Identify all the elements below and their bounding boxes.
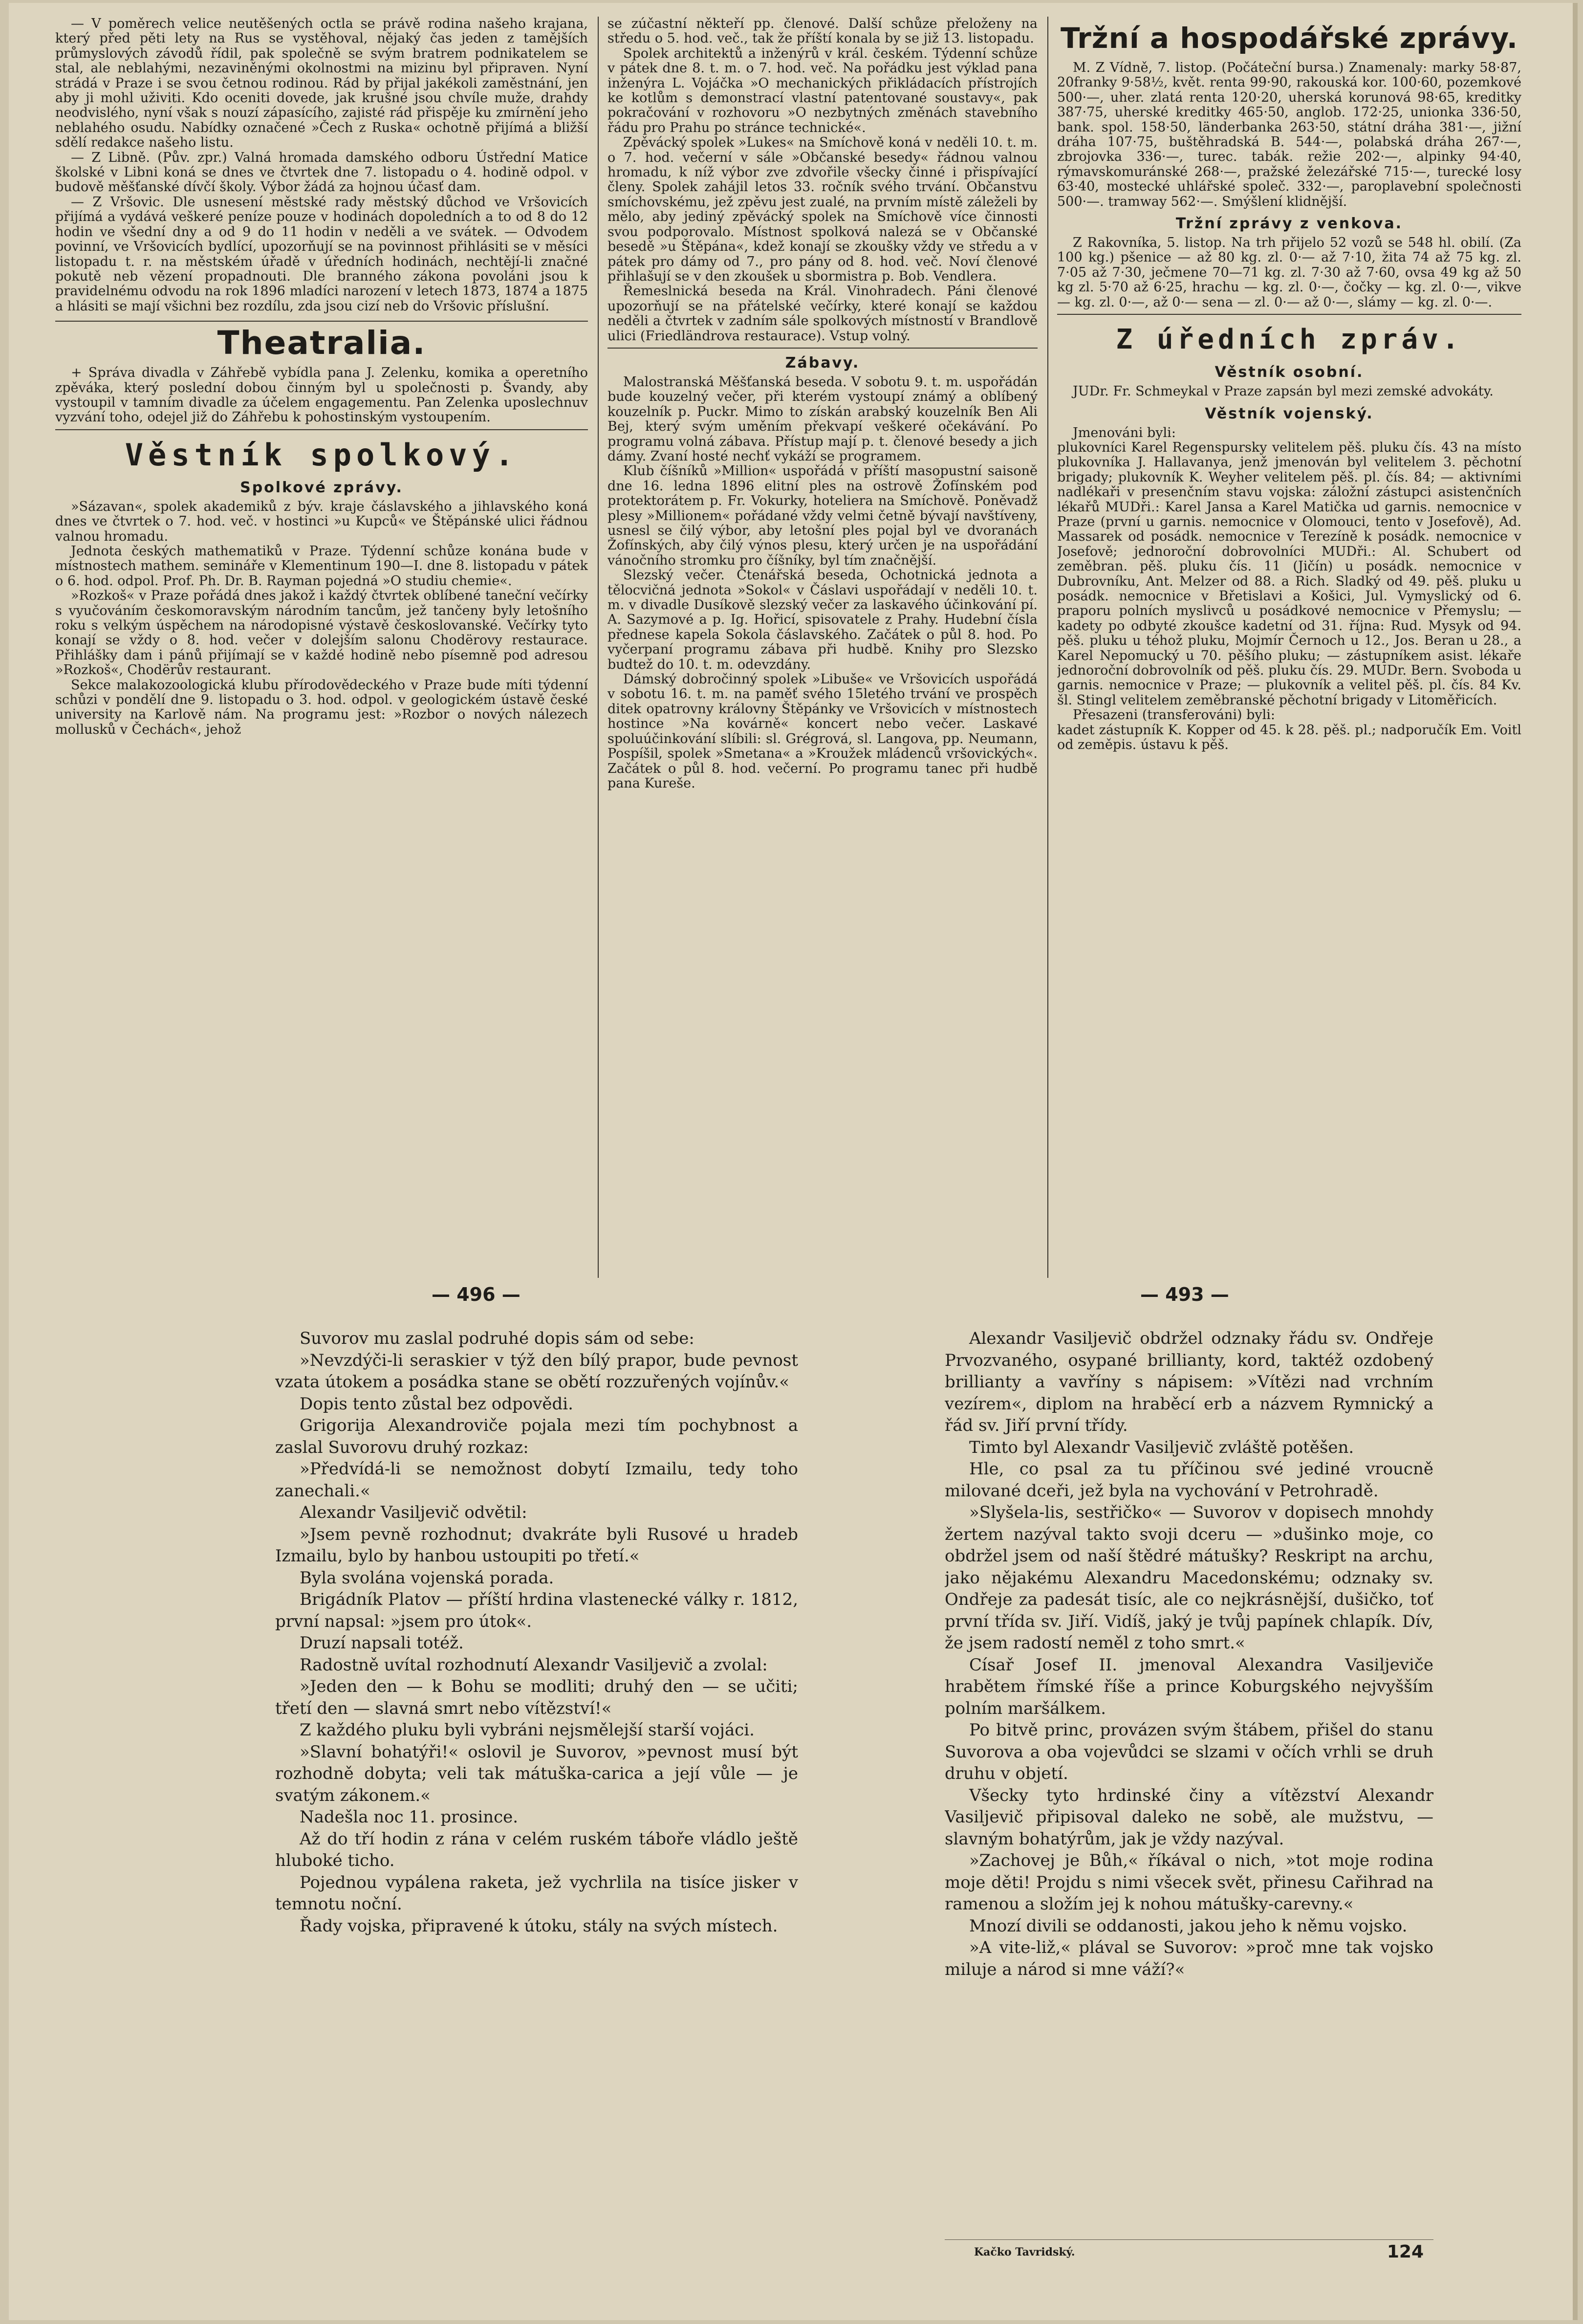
book-paragraph: Císař Josef II. jmenoval Alexandra Vasiljeviče hrabětem římské říše a prince Koburgského nejvyšším polním maršálkem. (945, 1655, 1433, 1718)
article-schmeykal: JUDr. Fr. Schmeykal v Praze zapsán byl mezi zemské advokáty. (1073, 384, 1494, 399)
article-pomery: — V poměrech velice neutěšených octla se právě rodina našeho krajana, který před pěti lety na Rus se vystěhoval, nějaký čas jeden z tamějších průmyslových závodů řídil, pak společně se svým bratrem podnikatelem se stal, ale neblahými, nezaviněnými okolnostmi na mizinu byl připraven. Nyní strádá v Praze i se svou četnou rodinou. Rád by přijal jakékoli zaměstnání, jen aby ji mohl uživiti. Kdo oceniti dovede, jak krušné jsou chvíle muže, drahdy neodvislého, nyní však s nouzí zápasícího, zajisté rád přispěje ku zmírnění jeho neblahého osudu. Nabídky označené »Čech z Ruska« ochotně přijímá a bližší sdělí redakce našeho listu. (55, 17, 588, 151)
book-paragraph: »A vite-liž,« plával se Suvorov: »proč mne tak vojsko miluje a národ si mne váží?« (945, 1938, 1433, 1979)
book-paragraph: Byla svolána vojenská porada. (300, 1568, 554, 1588)
article-libuse: Dámský dobročinný spolek »Libuše« ve Vršovicích uspořádá v sobotu 16. t. m. na paměť svého 15letého trvání ve prospěch ditek opatrovny královny Štěpánky ve Vršovicích v místnostech hostince »Na kovárně« koncert nebo večer. Laskavé spoluúčinkování slíbili: sl. Grégrová, sl. Langova, pp. Neumann, Pospíšil, spolek »Smetana« a »Kroužek mládenců vršovických«. Začátek o půl 8. hod. večerní. Po programu tanec při hudbě pana Kureše. (607, 672, 1038, 791)
book-paragraph: »Jsem pevně rozhodnut; dvakráte byli Rusové u hradeb Izmailu, bylo by hanbou ustoupiti po třetí.« (275, 1524, 798, 1566)
book-paragraph: »Slavní bohatýři!« oslovil je Suvorov, »pevnost musí být rozhodně dobyta; veli tak mátuška-carica a její vůle — je svatým zákonem.« (275, 1742, 798, 1805)
book-paragraph: Brigádník Platov — příští hrdina vlastenecké války r. 1812, první napsal: »jsem pro útok«. (275, 1590, 798, 1631)
newspaper-top-half (55, 17, 1521, 1288)
article-rakovnik: Z Rakovníka, 5. listop. Na trh přijelo 52 vozů se 548 hl. obilí. (Za 100 kg.) pšenice — až 80 kg. zl. 0·— až 7·10, žita 74 až 75 kg. zl. 7·05 až 7·30, ječmene 70—71 kg. zl. 7·30 až 7·60, ovsa 49 kg až 50 kg zl. 5·70 až 6·25, hrachu — kg. zl. 0·—, čočky — kg. zl. 0·—, vikve — kg. zl. 0·—, až 0·— sena — zl. 0·— až 0·—, slámy — kg. zl. 0·—. (1057, 235, 1521, 310)
page-number-left: — 496 — (432, 1284, 520, 1305)
column-rule (598, 17, 599, 1278)
article-viden: M. Z Vídně, 7. listop. (Počáteční bursa.) Znamenaly: marky 58·87, 20franky 9·58½, květ. renta 99·90, rakouská kor. 100·60, pozemkové 500·—, uher. zlatá renta 120·20, uherská korunová 98·65, kreditky 387·75, uherské kreditky 465·50, anglob. 172·25, unionka 336·50, bank. spol. 158·50, länderbanka 263·50, státní dráha 381·—, jižní dráha 107·75, buštěhradská B. 544·—, polabská dráha 267·—, zbrojovka 336·—, turec. tabák. režie 202·—, alpinky 94·40, rýmavskomuránské 268·—, pražské železářské 715·—, turecké losy 63·40, mostecké uhlářské společ. 332·—, paroplavební společnosti 500·—. tramway 562·—. Smýšlení klidnější. (1057, 60, 1521, 209)
book-paragraph: Mnozí divili se oddanosti, jakou jeho k němu vojsko. (969, 1916, 1408, 1936)
heading-vestnik-vojensky: Věstník vojenský. (1205, 405, 1374, 422)
book-paragraph: Suvorov mu zaslal podruhé dopis sám od sebe: (300, 1329, 694, 1348)
article-jmenovani-label: Jmenováni byli: (1073, 425, 1176, 440)
article-zahreb: + Správa divadla v Záhřebě vybídla pana J. Zelenku, komika a operetního zpěváka, který poslední dobou činným byl u společnosti p. Švandy, aby vystoupil v tamním divadle za účelem engagementu. Pan Zelenka uposlechnuv vyzvání toho, odejel již do Záhřebu k pohostinským vystoupením. (55, 365, 588, 425)
book-paragraph: Alexandr Vasiljevič odvětil: (300, 1503, 527, 1522)
heading-vestnik-osobni: Věstník osobní. (1214, 364, 1364, 381)
heading-uradni-zpravy: Z úředních zpráv. (1116, 324, 1463, 356)
book-paragraph: Timto byl Alexandr Vasiljevič zvláště potěšen. (969, 1437, 1354, 1457)
book-paragraph: Radostně uvítal rozhodnutí Alexandr Vasiljevič a zvolal: (300, 1655, 768, 1675)
article-presazeni: kadet zástupník K. Kopper od 45. k 28. pěš. pl.; nadporučík Em. Voitl od zeměpis. ústavu k pěš. (1057, 722, 1521, 753)
book-paragraph: »Předvídá-li se nemožnost dobytí Izmailu, tedy toho zanechali.« (275, 1459, 798, 1501)
book-paragraph: »Jeden den — k Bohu se modliti; druhý den — se učiti; třetí den — slavná smrt nebo vítězství!« (275, 1677, 798, 1718)
heading-spolkove-zpravy: Spolkové zprávy. (240, 479, 403, 496)
article-vrsovice: — Z Vršovic. Dle usnesení městské rady městský důchod ve Vršovicích přijímá a vydává veškeré peníze pouze v hodinách dopoledních a to od 8 do 12 hodin ve všední dny a od 9 do 11 hodin v neděli a ve svátek. — Odvodem povinní, ve Vršovicích bydlící, upozorňují se na povinnost přihlásiti se v měsíci listopadu t. r. na městském úřadě v úředních hodinách, nechtějí-li značné pokutě neb vězení propadnouti. Dle branného zákona povoláni jsou k pravidelnému odvodu na rok 1896 mladíci narození v letech 1873, 1874 a 1875 a hlásiti se mají všichni bez rozdílu, zda jsou cizí neb do Vršovic příslušní. (55, 194, 588, 314)
footer-rule (945, 2239, 1433, 2240)
book-paragraph: »Slyšela-lis, sestřičko« — Suvorov v dopisech mnohdy žertem nazýval takto svoji dceru — »dušinko moje, co obdržel jsem od naší štědré mátušky? Reskript na archu, jako nějakému Alexandru Macedonskému; odznaky sv. Ondřeje za padesát tisíc, ale co nejkrásnější, dušičko, toť první třída sv. Jiří. Vidíš, jaký je tvůj papínek chlapík. Dív, že jsem radostí neměl z toho smrt.« (945, 1503, 1433, 1653)
divider (55, 429, 588, 430)
book-paragraph: Grigorija Alexandroviče pojala mezi tím pochybnost a zaslal Suvorovu druhý rozkaz: (275, 1416, 798, 1457)
article-malostranska: Malostranská Měšťanská beseda. V sobotu 9. t. m. uspořádán bude kouzelný večer, při kterém vystoupí známý a oblíbený kouzelník p. Puckr. Mimo to získán arabský kouzelník Ben Ali Bej, který svým uměním překvapí veškeré očekávání. Po programu volná zábava. Přístup mají p. t. členové besedy a jich dámy. Zvaní hosté nechť vykáží se programem. (607, 374, 1038, 464)
book-paragraph: Až do tří hodin z rána v celém ruském táboře vládlo ještě hluboké ticho. (275, 1829, 798, 1870)
article-lukes: Zpěvácký spolek »Lukes« na Smíchově koná v neděli 10. t. m. o 7. hod. večerní v sále »Občanské besedy« řádnou valnou hromadu, k níž výbor zve zdvořile všecky činné i přispívající členy. Spolek zahájil letos 33. ročník svého trvání. Občanstvu smíchovskému, jež zpěvu jest zualé, na prvním místě záleželi by mělo, aby jediný zpěvácký spolek na Smíchově více činnosti svou podporovalo. Místnost spolková nalezá se v Občanské besedě »u Štěpána«, kdež konají se zkoušky vždy ve středu a v pátek pro dámy od 7., pro pány od 8. hod. več. Noví členové přihlašují se v den zkoušek u sbormistra p. Bob. Vendlera. (607, 135, 1038, 284)
book-paragraph: Nadešla noc 11. prosince. (300, 1807, 519, 1827)
article-sazavan: »Sázavan«, spolek akademiků z býv. kraje čáslavského a jihlavského koná dnes ve čtvrtek o 7. hod. več. v hostinci »u Kupců« ve Štěpánské ulici řádnou valnou hromadu. (55, 499, 588, 544)
article-million: Klub číšníků »Million« uspořádá v příští masopustní saisoně dne 16. ledna 1896 elitní ples na ostrově Žofínském pod protektorátem p. Fr. Vokurky, hoteliera na Smíchově. Poněvadž plesy »Millionem« pořádané vždy velmi četně bývají navštíveny, usnesl se čilý výbor, aby letošní ples pojal byl ve dvoranách Žofínských, aby čilý výnos plesu, který určen je na uspořádání vánočního stromku pro číšníky, byl tím značnější. (607, 463, 1038, 568)
book-paragraph: Po bitvě princ, provázen svým štábem, přišel do stanu Suvorova a oba vojevůdci se slzami v očích vrhli se druh druhu v objetí. (945, 1720, 1433, 1783)
column-2 (607, 17, 1038, 1288)
article-rozkos: »Rozkoš« v Praze pořádá dnes jakož i každý čtvrtek oblíbené taneční večírky s vyučováním českomoravským národním tancům, jež tančeny byly letošního roku s velkým úspěchem na národopisné výstavě českoslovanské. Večírky tyto konají se vždy o 8. hod. večer v dolejším salonu Chodërovy restaurace. Přihlášky dam i pánů přijímají se v každé hodině nebo písemně pod adresou »Rozkoš«, Chodërův restaurant. (55, 588, 588, 678)
book-paragraph: Alexandr Vasiljevič obdržel odznaky řádu sv. Ondřeje Prvozvaného, osypané brillianty, kord, taktéž ozdobený brillianty a vavříny s nápisem: »Vítězi nad vrchním vezírem«, diplom na hraběcí erb a názvem Rymnický a řád sv. Jiří první třídy. (945, 1329, 1433, 1435)
heading-trzni-venkov: Tržní zprávy z venkova. (1175, 215, 1403, 233)
column-rule (1047, 17, 1048, 1278)
article-malakozoologicka: Sekce malakozoologická klubu přírodovědeckého v Praze bude míti týdenní schůzi v pondělí dne 9. listopadu o 3. hod. odpol. v geologickém ústavě české university na Karlově nám. Na programu jest: »Rozbor o nových nálezech mollusků v Čechách«, jehož (55, 677, 588, 737)
article-liben: — Z Libně. (Pův. zpr.) Valná hromada damského odboru Ústřední Matice školské v Libni koná se dnes ve čtvrtek dne 7. listopadu o 4. hodině odpol. v budově měšťanské dívčí školy. Výbor žádá za hojnou účasť dam. (55, 150, 588, 195)
divider (1057, 314, 1521, 315)
book-bottom-half (55, 1284, 1521, 2301)
book-paragraph: »Nevzdýči-li seraskier v týž den bílý prapor, bude pevnost vzata útokem a posádka stane se obětí rozzuřených vojínův.« (275, 1350, 798, 1392)
article-jmenovani: plukovníci Karel Regenspursky velitelem pěš. pluku čís. 43 na místo plukovníka J. Hallavanya, jenž jmenován byl velitelem 3. pěchotní brigady; plukovník K. Weyher velitelem pěš. pl. čís. 84; — aktivními nadlékaři v presenčním stavu vojska: záložní zástupci asistenčních lékařů MUDři.: Karel Jansa a Karel Matička ud garnis. nemocnice v Praze (první u garnis. nemocnice v Olomouci, tento v Josefově), Ad. Massarek od posádk. nemocnice v Terezíně k posádk. nemocnice v Josefově; jednoroční dobrovolníci MUDři.: Al. Schubert od zeměbran. pěš. pluku čís. 11 (Jičín) u posádk. nemocnice v Dubrovníku, Ant. Melzer od 88. a Rich. Sladký od 49. pěš. pluku u posádk. nemocnice v Břetislavi a Košici, Jul. Vymyslický od 6. praporu polních myslivců u posádkové nemocnice v Přemyslu; — kadety po odbyté zkoušce kadetní od 31. října: Rud. Mysyk od 94. pěš. pluku u téhož pluku, Mojmír Černoch u 12., Jos. Beran u 28., a Karel Nepomucký u 70. pěšího pluku; — zástupníkem asist. lékaře jednoroční dobrovolník od pěš. pluku čís. 29. MUDr. Bern. Svoboda u garnis. nemocnice v Praze; — plukovník a velitel pěš. pl. čís. 84 Kv. šl. Stingl velitelem zeměbranské pěchotní brigady v Litoměřicích. (1057, 439, 1521, 708)
article-presazeni-label: Přesazeni (transferováni) byli: (1073, 707, 1275, 723)
article-mathematiku: Jednota českých mathematiků v Praze. Týdenní schůze konána bude v místnostech mathem. semináře v Klementinum 190—I. dne 8. listopadu v pátek o 6. hod. odpol. Prof. Ph. Dr. B. Rayman pojedná »O studiu chemie«. (55, 543, 588, 589)
column-3 (1057, 17, 1521, 1288)
footer-author: Kačko Tavridský. (974, 2246, 1075, 2258)
heading-trzni: Tržní a hospodářské zprávy. (1061, 22, 1518, 55)
book-paragraph: Hle, co psal za tu příčinou své jediné vroucně milované dceři, jež byla na vychování v Petrohradě. (945, 1459, 1433, 1501)
book-paragraph: Druzí napsali totéž. (300, 1633, 464, 1653)
article-architektu: Spolek architektů a inženýrů v král. českém. Týdenní schůze v pátek dne 8. t. m. o 7. hod. več. Na pořádku jest výklad pana inženýra L. Vojáčka »O mechanických přikládacích přístrojích ke kotlům s demonstrací vlastní patentované soustavy«, pak pokračování v rozhovoru »O nezbytných změnách stavebního řádu pro Prahu po stránce technické«. (607, 45, 1038, 135)
book-paragraph: Všecky tyto hrdinské činy a vítězství Alexandr Vasiljevič připisoval daleko ne sobě, ale mužstvu, — slavným bohatýrům, jak je vždy nazýval. (945, 1785, 1433, 1849)
heading-zabavy: Zábavy. (785, 354, 860, 372)
divider (607, 348, 1038, 349)
footer-signature: 124 (1387, 2242, 1424, 2262)
article-slezsky: Slezský večer. Čtenářská beseda, Ochotnická jednota a tělocvičná jednota »Sokol« v Čáslavi uspořádají v neděli 10. t. m. v divadle Dusíkově slezský večer za laskavého účinkování pí. A. Sazymové a p. Ig. Hořicí, spisovatele z Prahy. Hudební čísla přednese kapela Sokola čáslavského. Začátek o půl 8. hod. Po vyčerpaní programu zábava při hudbě. Knihy pro Slezsko budtež do 10. t. m. odevzdány. (607, 568, 1038, 672)
book-column-right (945, 1328, 1433, 2296)
heading-theatralia: Theatralia. (55, 321, 588, 362)
footer (945, 2242, 1433, 2261)
article-continued: se zúčastní někteří pp. členové. Další schůze přeloženy na středu o 5. hod. več., tak že příští konala by se již 13. listopadu. (607, 17, 1038, 46)
article-remeslnicka: Řemeslnická beseda na Král. Vinohradech. Páni členové upozorňují se na přátelské večírky, které konají se každou neděli a čtvrtek v zadním sále spolkových místností v Brandlově ulici (Friedländrova restaurace). Vstup volný. (607, 284, 1038, 344)
book-paragraph: »Zachovej je Bůh,« říkával o nich, »tot moje rodina moje děti! Projdu s nimi všecek svět, přinesu Cařihrad na ramenou a složím jej k nohou mátušky-carevny.« (945, 1851, 1433, 1914)
book-column-left (275, 1328, 798, 2296)
heading-vestnik-spolkovy: Věstník spolkový. (125, 437, 519, 473)
book-paragraph: Pojednou vypálena raketa, jež vychrlila na tisíce jisker v temnotu noční. (275, 1872, 798, 1914)
book-paragraph: Z každého pluku byli vybráni nejsmělejší starší vojáci. (300, 1720, 755, 1740)
page-number-right: — 493 — (1140, 1284, 1229, 1305)
newspaper-sheet (9, 3, 1578, 2320)
book-paragraph: Dopis tento zůstal bez odpovědi. (300, 1394, 573, 1414)
column-1 (55, 17, 588, 1288)
book-paragraph: Řady vojska, připravené k útoku, stály na svých místech. (300, 1916, 778, 1936)
